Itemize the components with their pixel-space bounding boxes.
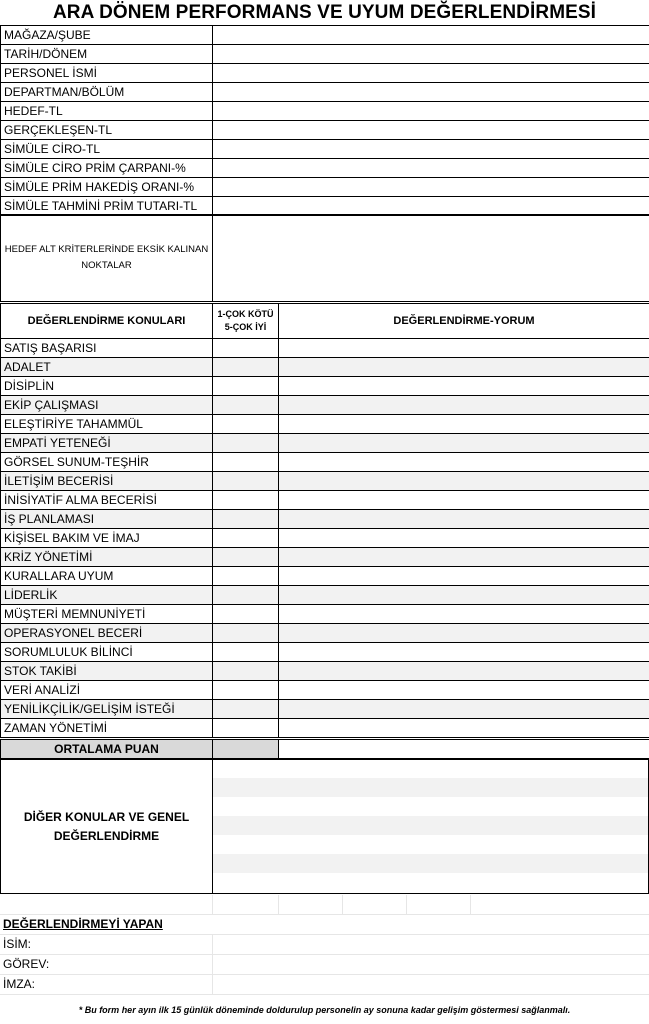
criteria-label: MÜŞTERİ MEMNUNİYETİ [1,605,213,624]
header-scale-line2: 5-ÇOK İYİ [224,322,267,332]
criteria-comment[interactable] [279,339,649,358]
evaluator-name-row[interactable] [0,935,649,955]
criteria-label: ADALET [1,358,213,377]
header-comment: DEĞERLENDİRME-YORUM [279,304,649,339]
evaluator-role-label: GÖREV: [3,957,50,971]
criteria-row [1,643,649,662]
info-label: PERSONEL İSMİ [1,64,213,83]
criteria-label: KURALLARA UYUM [1,567,213,586]
criteria-label: STOK TAKİBİ [1,662,213,681]
criteria-comment[interactable] [279,548,649,567]
criteria-label: SATIŞ BAŞARISI [1,339,213,358]
criteria-label: KİŞİSEL BAKIM VE İMAJ [1,529,213,548]
criteria-score[interactable] [213,548,279,567]
info-value[interactable] [213,197,649,216]
info-label: SİMÜLE PRİM HAKEDİŞ ORANI-% [1,178,213,197]
criteria-score[interactable] [213,624,279,643]
criteria-comment[interactable] [279,415,649,434]
evaluation-header [0,303,649,339]
hedef-alt-table [0,214,649,302]
criteria-label: İLETİŞİM BECERİSİ [1,472,213,491]
criteria-score[interactable] [213,567,279,586]
criteria-score[interactable] [213,415,279,434]
info-value[interactable] [213,26,649,45]
criteria-score[interactable] [213,529,279,548]
criteria-row [1,453,649,472]
info-label: SİMÜLE CİRO PRİM ÇARPANI-% [1,159,213,178]
info-value[interactable] [213,121,649,140]
criteria-row [1,567,649,586]
criteria-score[interactable] [213,719,279,738]
criteria-score[interactable] [213,643,279,662]
criteria-row [1,681,649,700]
criteria-score[interactable] [213,605,279,624]
criteria-comment[interactable] [279,624,649,643]
info-row [1,83,649,102]
criteria-score[interactable] [213,434,279,453]
info-label: DEPARTMAN/BÖLÜM [1,83,213,102]
criteria-row [1,491,649,510]
evaluator-signature-row[interactable] [0,975,649,995]
criteria-row [1,434,649,453]
info-row [1,64,649,83]
criteria-row [1,662,649,681]
criteria-score[interactable] [213,358,279,377]
criteria-comment[interactable] [279,662,649,681]
info-row [1,140,649,159]
header-scale-line1: 1-ÇOK KÖTÜ [217,309,274,319]
criteria-row [1,415,649,434]
criteria-label: DİSİPLİN [1,377,213,396]
criteria-row [1,529,649,548]
criteria-row [1,396,649,415]
evaluator-name-label: İSİM: [3,937,32,951]
average-score[interactable] [213,740,279,759]
evaluator-role-row[interactable] [0,955,649,975]
criteria-score[interactable] [213,491,279,510]
criteria-label: YENİLİKÇİLİK/GELİŞİM İSTEĞİ [1,700,213,719]
info-row [1,102,649,121]
criteria-score[interactable] [213,662,279,681]
criteria-row [1,377,649,396]
info-label: SİMÜLE TAHMİNİ PRİM TUTARI-TL [1,197,213,216]
average-table [0,739,649,759]
info-row [1,121,649,140]
criteria-label: EMPATİ YETENEĞİ [1,434,213,453]
info-table [0,25,649,216]
criteria-row [1,358,649,377]
footnote: * Bu form her ayın ilk 15 günlük döneminde doldurulup personelin ay sonuna kadar gelişim göstermesi sağlanmalı. [78,1005,571,1015]
criteria-label: İNİSİYATİF ALMA BECERİSİ [1,491,213,510]
criteria-score[interactable] [213,453,279,472]
criteria-score[interactable] [213,681,279,700]
info-value[interactable] [213,102,649,121]
info-value[interactable] [213,83,649,102]
criteria-label: OPERASYONEL BECERİ [1,624,213,643]
criteria-comment[interactable] [279,719,649,738]
criteria-comment[interactable] [279,681,649,700]
criteria-score[interactable] [213,396,279,415]
criteria-row [1,586,649,605]
criteria-comment[interactable] [279,700,649,719]
criteria-comment[interactable] [279,510,649,529]
info-label: SİMÜLE CİRO-TL [1,140,213,159]
criteria-label: İŞ PLANLAMASI [1,510,213,529]
criteria-row [1,510,649,529]
criteria-score[interactable] [213,586,279,605]
other-topics-line[interactable] [213,854,648,873]
criteria-row [1,624,649,643]
other-topics-section [0,759,649,894]
criteria-comment[interactable] [279,586,649,605]
criteria-label: LİDERLİK [1,586,213,605]
criteria-label: ELEŞTİRİYE TAHAMMÜL [1,415,213,434]
info-value[interactable] [213,140,649,159]
criteria-row [1,548,649,567]
criteria-score[interactable] [213,339,279,358]
evaluator-section [0,895,649,995]
criteria-label: SORUMLULUK BİLİNCİ [1,643,213,662]
other-topics-line[interactable] [213,778,648,797]
criteria-comment[interactable] [279,377,649,396]
criteria-score[interactable] [213,700,279,719]
info-row [1,45,649,64]
header-scale [213,304,279,339]
hedef-alt-label: HEDEF ALT KRİTERLERİNDE EKSİK KALINAN NOKTALAR [1,215,213,302]
criteria-label: GÖRSEL SUNUM-TEŞHİR [1,453,213,472]
criteria-comment[interactable] [279,605,649,624]
evaluator-spacer [0,895,649,915]
hedef-alt-value[interactable] [213,215,649,302]
criteria-score[interactable] [213,510,279,529]
criteria-comment[interactable] [279,529,649,548]
criteria-label: KRİZ YÖNETİMİ [1,548,213,567]
criteria-comment[interactable] [279,472,649,491]
criteria-row [1,339,649,358]
info-value[interactable] [213,178,649,197]
info-label: MAĞAZA/ŞUBE [1,26,213,45]
criteria-row [1,472,649,491]
criteria-table [0,338,649,738]
criteria-comment[interactable] [279,567,649,586]
info-value[interactable] [213,45,649,64]
criteria-score[interactable] [213,377,279,396]
criteria-row [1,700,649,719]
info-label: TARİH/DÖNEM [1,45,213,64]
other-topics-label: DİĞER KONULAR VE GENEL DEĞERLENDİRME [1,760,213,893]
criteria-comment[interactable] [279,396,649,415]
info-label: GERÇEKLEŞEN-TL [1,121,213,140]
evaluator-heading-row [0,915,649,935]
info-row [1,159,649,178]
info-row [1,178,649,197]
criteria-row [1,605,649,624]
info-label: HEDEF-TL [1,102,213,121]
criteria-comment[interactable] [279,358,649,377]
average-comment[interactable] [279,740,649,759]
info-row [1,26,649,45]
average-label: ORTALAMA PUAN [1,740,213,759]
info-row [1,197,649,216]
info-value[interactable] [213,64,649,83]
criteria-label: VERİ ANALİZİ [1,681,213,700]
criteria-comment[interactable] [279,434,649,453]
criteria-row [1,719,649,738]
criteria-score[interactable] [213,472,279,491]
criteria-comment[interactable] [279,491,649,510]
criteria-comment[interactable] [279,643,649,662]
criteria-comment[interactable] [279,453,649,472]
criteria-label: ZAMAN YÖNETİMİ [1,719,213,738]
other-topics-line[interactable] [213,816,648,835]
info-value[interactable] [213,159,649,178]
header-topics: DEĞERLENDİRME KONULARI [1,304,213,339]
form-title: ARA DÖNEM PERFORMANS VE UYUM DEĞERLENDİRMESİ [52,2,597,23]
evaluator-heading: DEĞERLENDİRMEYİ YAPAN [3,917,163,931]
criteria-label: EKİP ÇALIŞMASI [1,396,213,415]
evaluator-signature-label: İMZA: [3,977,35,991]
